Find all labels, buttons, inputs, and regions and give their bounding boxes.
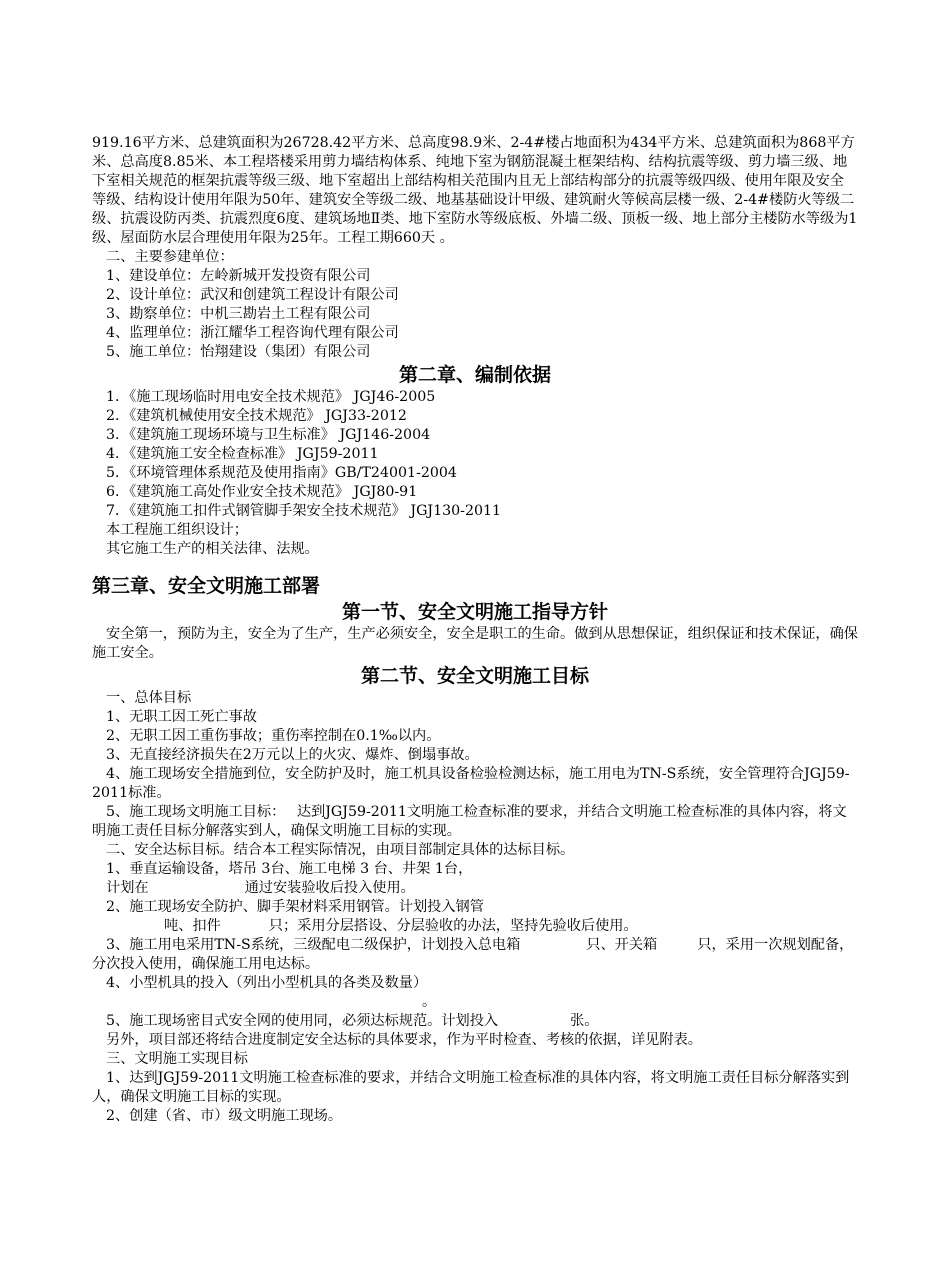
goal-line: 。 xyxy=(422,994,437,1010)
section1-text: 安全第一，预防为主，安全为了生产，生产必须安全，安全是职工的生命。做到从思想保证，组织保证和技术保证，确保施工安全。 xyxy=(92,626,858,661)
goal-text: 通过安装验收后投入使用。 xyxy=(244,880,415,896)
goal-line: 2、创建（省、市）级文明施工现场。 xyxy=(106,1108,343,1124)
chapter3-title: 第三章、安全文明施工部署 xyxy=(92,575,321,597)
goal-line: 三、文明施工实现目标 xyxy=(106,1051,248,1067)
participants-heading: 二、主要参建单位： xyxy=(106,249,234,265)
goal-text: 只；采用分层搭设、分层验收的办法，坚持先验收后使用。 xyxy=(268,918,638,934)
goal-line: 1、无职工因工死亡事故 xyxy=(106,709,257,725)
goal-text: 只，采用一次规划配备，分次投入使用，确保施工用电达标。 xyxy=(92,937,854,972)
basis-item: 3．《建筑施工现场环境与卫生标准》 JGJ146-2004 xyxy=(106,427,431,443)
basis-extra: 其它施工生产的相关法律、法规。 xyxy=(106,541,319,557)
goal-line: 4、小型机具的投入（列出小型机具的各类及数量） xyxy=(106,975,428,991)
basis-item: 5．《环境管理体系规范及使用指南》GB/T24001-2004 xyxy=(106,465,457,481)
section2-title: 第二节、安全文明施工目标 xyxy=(360,665,589,687)
goal-line: 1、垂直运输设备，塔吊 3台、施工电梯 3 台、井架 1台， xyxy=(106,861,473,877)
chapter2-title: 第二章、编制依据 xyxy=(398,364,551,386)
goal-line: 2、施工现场安全防护、脚手架材料采用钢管。计划投入钢管 xyxy=(106,899,484,915)
section1-title: 第一节、安全文明施工指导方针 xyxy=(341,601,608,623)
goal-text: 计划在 xyxy=(106,880,149,896)
goal-line: 一、总体目标 xyxy=(106,690,192,706)
goal-line xyxy=(92,879,858,898)
goal-line: 二、安全达标目标。结合本工程实际情况，由项目部制定具体的达标目标。 xyxy=(106,842,575,858)
basis-item: 7．《建筑施工扣件式钢管脚手架安全技术规范》 JGJ130-2011 xyxy=(106,503,502,519)
goal-text: 吨、扣件 xyxy=(164,918,221,934)
goal-line xyxy=(92,917,858,936)
goal-text: 张。 xyxy=(570,1013,599,1029)
goal-line: 1、达到JGJ59-2011文明施工检查标准的要求，并结合文明施工检查标准的具体内容，将文明施工责任目标分解落实到人，确保文明施工目标的实现。 xyxy=(92,1070,850,1105)
participant-item: 3、勘察单位：中机三勘岩土工程有限公司 xyxy=(106,306,371,322)
participant-item: 1、建设单位：左岭新城开发投资有限公司 xyxy=(106,268,371,284)
goal-line: 3、无直接经济损失在2万元以上的火灾、爆炸、倒塌事故。 xyxy=(106,747,479,763)
document-page xyxy=(92,134,858,1126)
goal-text: 5、施工现场密目式安全网的使用同，必须达标规范。计划投入 xyxy=(106,1013,499,1029)
basis-item: 1．《施工现场临时用电安全技术规范》 JGJ46-2005 xyxy=(106,389,436,405)
intro-paragraph: 919.16平方米、总建筑面积为26728.42平方米、总高度98.9米、2-4#楼占地面积为434平方米、总建筑面积为868平方米、总高度8.85米、本工程塔楼采用剪力墙结构体系、纯地下室为钢筋混凝土框架结构、结构抗震等级、剪力墙三级、地下室相关规范的框架抗震等级三级、地下室超出上部结构相关范围内且无上部结构部分的抗震等级四级、使用年限及安全等级、结构设计使用年限为50年、建筑安全等级二级、地基基础设计甲级、建筑耐火等候高层楼一级、2-4#楼防火等级二级、抗震设防丙类、抗震烈度6度、建筑场地Ⅱ类、地下室防水等级底板、外墙二级、顶板一级、地上部分主楼防水等级为1级、屋面防水层合理使用年限为25年。工程工期660天 。 xyxy=(92,135,858,246)
goal-line: 另外，项目部还将结合进度制定安全达标的具体要求，作为平时检查、考核的依据，详见附表。 xyxy=(106,1032,702,1048)
goal-line xyxy=(92,936,858,974)
participant-item: 2、设计单位：武汉和创建筑工程设计有限公司 xyxy=(106,287,399,303)
goal-line: 5、施工现场文明施工目标： 达到JGJ59-2011文明施工检查标准的要求，并结合文明施工检查标准的具体内容，将文明施工责任目标分解落实到人，确保文明施工目标的实现。 xyxy=(92,804,847,839)
basis-item: 2．《建筑机械使用安全技术规范》 JGJ33-2012 xyxy=(106,408,407,424)
goal-line: 4、施工现场安全措施到位，安全防护及时，施工机具设备检验检测达标，施工用电为TN-S系统，安全管理符合JGJ59-2011标准。 xyxy=(92,766,850,801)
goal-line xyxy=(92,1012,858,1031)
participant-item: 4、监理单位：浙江耀华工程咨询代理有限公司 xyxy=(106,325,399,341)
basis-item: 6．《建筑施工高处作业安全技术规范》 JGJ80-91 xyxy=(106,484,418,500)
goal-text: 3、施工用电采用TN-S系统，三级配电二级保护，计划投入总电箱 xyxy=(106,937,521,953)
participant-item: 5、施工单位：怡翔建设（集团）有限公司 xyxy=(106,344,371,360)
basis-extra: 本工程施工组织设计； xyxy=(106,522,248,538)
goal-text: 只、开关箱 xyxy=(586,937,658,953)
basis-item: 4．《建筑施工安全检查标准》 JGJ59-2011 xyxy=(106,446,379,462)
goal-line: 2、无职工因工重伤事故；重伤率控制在0.1‰以内。 xyxy=(106,728,441,744)
